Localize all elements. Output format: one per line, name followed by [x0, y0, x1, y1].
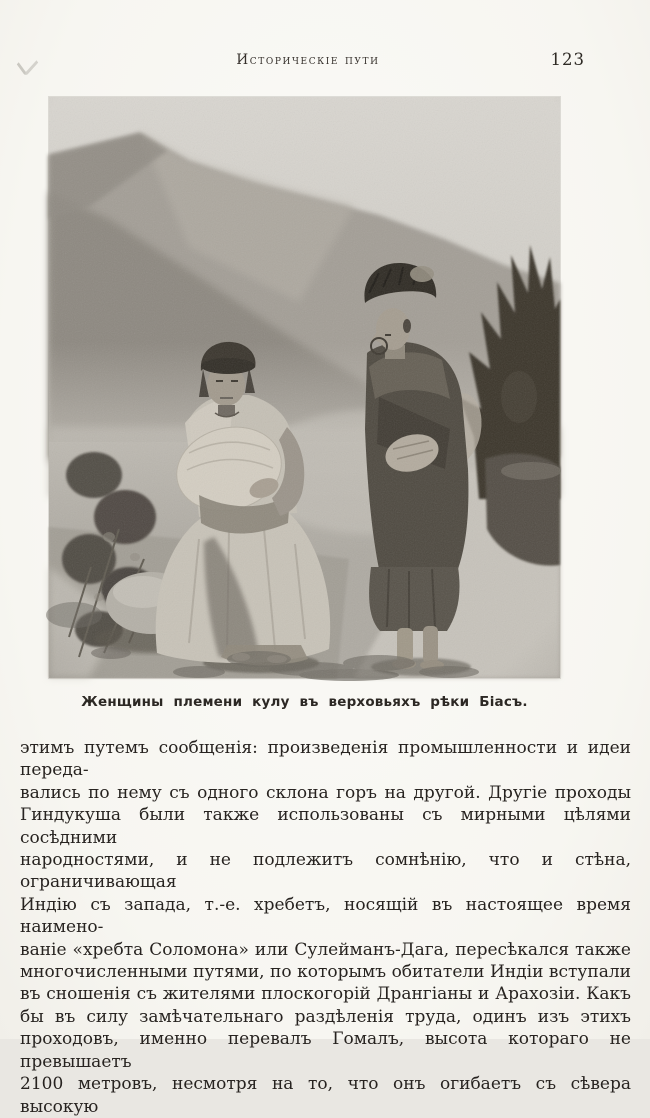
- body-text-line: бы въ силу замѣчательнаго раздѣленія труда, одинъ изъ этихъ: [20, 1006, 631, 1027]
- body-text-line: проходовъ, именно перевалъ Гомалъ, высота котораго не превышаетъ: [20, 1029, 631, 1072]
- photograph: [49, 97, 560, 678]
- body-text-line: Гиндукуша были также использованы съ мирными цѣлями сосѣдними: [20, 805, 631, 848]
- body-text-line: народностями, и не подлежитъ сомнѣнію, что и стѣна, ограничивающая: [20, 850, 631, 893]
- body-text-line: этимъ путемъ сообщенія: произведенія промышленности и идеи переда-: [20, 738, 631, 781]
- body-text-line: 2100 метровъ, несмотря на то, что онъ огибаетъ съ сѣвера высокую: [20, 1074, 631, 1117]
- body-text: [20, 737, 631, 1118]
- body-text-line: ваніе «хребта Соломона» или Сулейманъ-Дага, пересѣкался также: [20, 939, 631, 960]
- body-text-line: въ сношенія съ жителями плоскогорій Дрангіаны и Арахозіи. Какъ: [20, 984, 631, 1005]
- body-text-line: Индію съ запада, т.-е. хребетъ, носящій въ настоящее время наимено-: [20, 894, 631, 938]
- running-head-title: Историческіе пути: [236, 52, 380, 68]
- body-text-line: вались по нему съ одного склона горъ на другой. Другіе проходы: [20, 782, 631, 803]
- body-text-line: многочисленными путями, по которымъ обитатели Индіи вступали: [20, 962, 631, 983]
- photograph-illustration: [49, 97, 560, 678]
- figure-caption: Женщины племени кулу въ верховьяхъ рѣки Біасъ.: [81, 694, 528, 710]
- page-number: 123: [550, 50, 585, 69]
